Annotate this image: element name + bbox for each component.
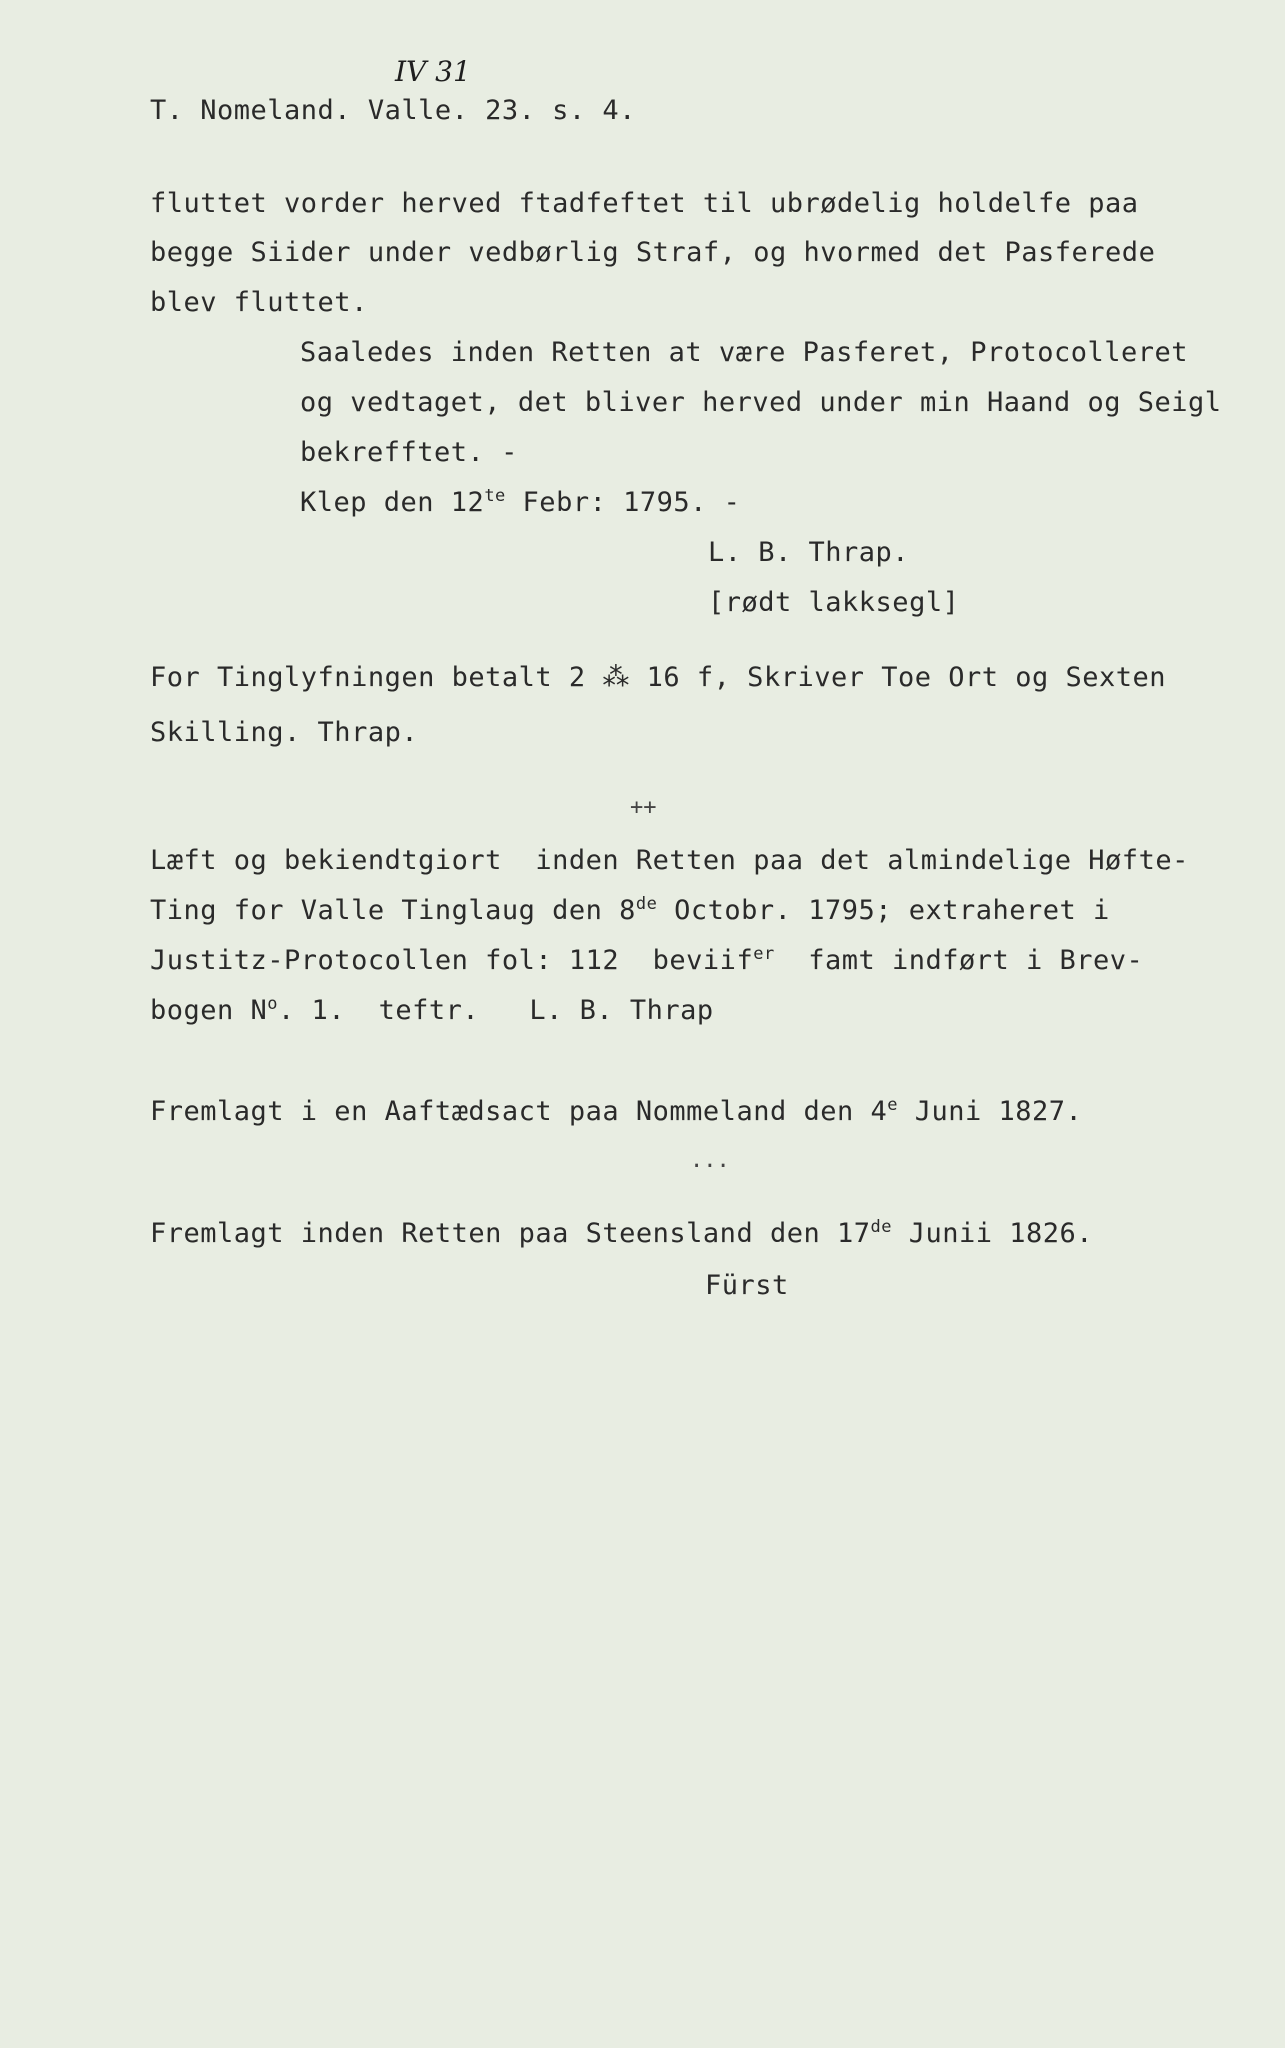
reading-line-3-sup: er — [753, 944, 775, 964]
presented-line-2-tail: Junii 1826. — [891, 1218, 1094, 1249]
reading-line-4-sup: o — [267, 994, 279, 1014]
presented-line-1 — [150, 1096, 1082, 1128]
signature: L. B. Thrap. — [708, 537, 910, 568]
header-line: T. Nomeland. Valle. 23. s. 4. — [150, 95, 636, 126]
reading-line-2-tail: Octobr. 1795; extraheret i — [657, 895, 1110, 926]
final-signature: Fürst — [705, 1270, 789, 1301]
attestation-line-1: Saaledes inden Retten at være Pasferet, Protocolleret — [300, 337, 1189, 368]
reading-line-4-text: bogen N — [150, 995, 268, 1026]
reading-line-2-text: Ting for Valle Tinglaug den 8 — [150, 895, 636, 926]
body-line-3: blev fluttet. — [150, 287, 368, 318]
reading-line-3-tail: famt indført i Brev- — [774, 945, 1144, 976]
presented-line-2-sup: de — [870, 1217, 892, 1237]
presented-line-2 — [150, 1218, 1093, 1250]
fee-line-1: For Tinglyfningen betalt 2 ⁂ 16 f, Skriver Toe Ort og Sexten — [150, 662, 1167, 693]
reading-line-4 — [150, 995, 714, 1027]
presented-line-1-sup: e — [887, 1095, 898, 1115]
date-line — [300, 487, 740, 519]
attestation-line-3: bekrefftet. - — [300, 437, 518, 468]
presented-line-1-text: Fremlagt i en Aaftædsact paa Nommeland den 4 — [150, 1096, 888, 1127]
separator-cross: ++ — [630, 795, 657, 820]
body-line-1: fluttet vorder herved ftadfeftet til ubrødelig holdelfe paa — [150, 188, 1139, 219]
reading-line-4-tail: . 1. teftr. L. B. Thrap — [278, 995, 714, 1026]
fee-line-2: Skilling. Thrap. — [150, 717, 419, 748]
archive-annotation: IV 31 — [395, 55, 471, 88]
seal-note: [rødt lakksegl] — [708, 587, 960, 618]
date-line-text: Klep den 12 — [300, 487, 485, 518]
separator-dots: ... — [690, 1148, 730, 1173]
reading-line-1: Læft og bekiendtgiort inden Retten paa det almindelige Høfte- — [150, 845, 1189, 876]
reading-line-3-text: Justitz-Protocollen fol: 112 beviif — [150, 945, 754, 976]
date-line-sup: te — [484, 486, 506, 506]
reading-line-2-sup: de — [635, 894, 658, 914]
presented-line-1-tail: Juni 1827. — [898, 1096, 1083, 1127]
reading-line-2 — [150, 895, 1110, 927]
presented-line-2-text: Fremlagt inden Retten paa Steensland den 17 — [150, 1218, 871, 1249]
reading-line-3 — [150, 945, 1143, 977]
body-line-2: begge Siider under vedbørlig Straf, og hvormed det Pasferede — [150, 237, 1156, 268]
date-line-tail: Febr: 1795. - — [505, 487, 741, 518]
attestation-line-2: og vedtaget, det bliver herved under min Haand og Seigl — [300, 387, 1222, 418]
